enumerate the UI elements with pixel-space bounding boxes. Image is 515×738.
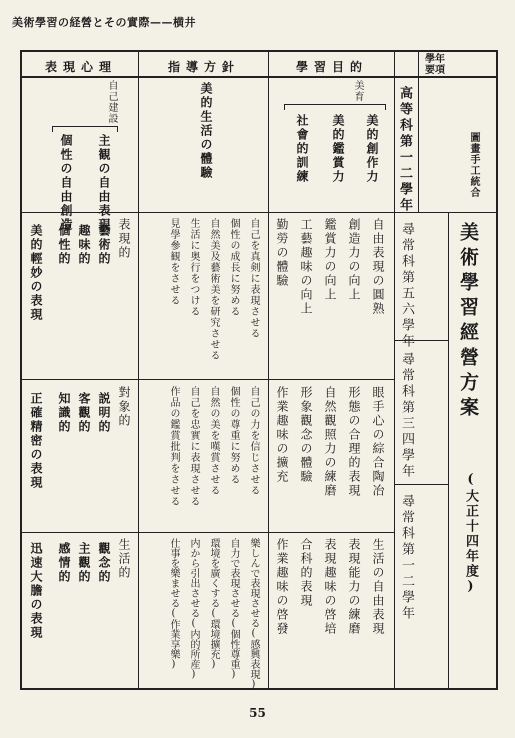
col-rule-psych <box>138 52 139 688</box>
row2-goal-2: 創造力の向上 <box>347 218 361 302</box>
year-label: (大正十四年度) <box>463 472 478 596</box>
header-grade: 學年 <box>425 54 445 65</box>
row3-grade: 尋常科第三四學年 <box>399 352 414 480</box>
row1-goal-2: 美的鑑賞力 <box>331 114 345 184</box>
row-rule-2 <box>22 379 394 380</box>
row3-policy-5: 作品の鑑賞批判をさせる <box>168 386 179 507</box>
header-rule <box>22 76 496 78</box>
row3-psych-1: 正確精密の表現 <box>29 392 43 490</box>
row3-policy-3: 自然の美を嘆賞させる <box>208 386 219 496</box>
row4-goal-5: 作業趣味の啓發 <box>275 538 289 636</box>
row4-policy-4: 内から引出させる(内的所産) <box>188 538 199 680</box>
row2-psych-brace-2: 趣味的 <box>77 224 91 266</box>
row3-policy-1: 自己の力を信じさせる <box>248 386 259 496</box>
row3-goal-2: 形態の合理的表現 <box>347 386 361 498</box>
row-rule-3 <box>22 532 394 533</box>
page-number: 55 <box>249 706 266 720</box>
row3-goal-5: 作業趣味の擴充 <box>275 386 289 484</box>
row-rule-1 <box>22 212 496 213</box>
row4-policy-3: 環境を廣くする(環境擴充) <box>208 538 219 670</box>
row4-grade: 尋常科第一二學年 <box>399 494 414 622</box>
row2-policy-3: 自然美及藝術美を研究させる <box>208 218 219 361</box>
row1-psych-brace: 自己建設 <box>106 80 117 124</box>
row1-goal-1: 美的創作力 <box>365 114 379 184</box>
row3-psych-brace-2: 客觀的 <box>77 392 91 434</box>
running-head: 美術學習の経營とその實際——横井 <box>12 16 196 29</box>
row1-psych-bracket <box>52 126 118 132</box>
row3-goal-3: 自然觀照力の練磨 <box>323 386 337 498</box>
row4-psych-brace-2: 主觀的 <box>77 542 91 584</box>
header-goal: 學習目的 <box>295 60 368 74</box>
header-policy: 指導方針 <box>167 60 240 74</box>
row2-psych-brace-3: 個性的 <box>57 224 71 266</box>
page-title: 美術學習經營方案 <box>457 222 479 422</box>
row2-goal-5: 勤勞の體驗 <box>275 218 289 288</box>
row1-policy: 美的生活の體驗 <box>199 82 213 180</box>
row4-policy-5: 仕事を樂ませる(作業享樂) <box>168 538 179 670</box>
row1-psych-1: 主観の自由表現 <box>97 134 111 232</box>
col-rule-title <box>448 212 449 688</box>
row2-goal-4: 工藝趣味の向上 <box>299 218 313 316</box>
col-rule-grade <box>418 52 419 212</box>
row4-goal-3: 表現趣味の啓培 <box>323 538 337 636</box>
col-rule-goal <box>394 52 395 688</box>
header-psych: 表現心理 <box>44 60 117 74</box>
row2-policy-5: 見學參観をさせる <box>168 218 179 306</box>
row4-psych-1: 迅速大膽の表現 <box>29 542 43 640</box>
row4-psych-brace-1: 觀念的 <box>97 542 111 584</box>
row4-psych-brace-3: 感情的 <box>57 542 71 584</box>
row3-policy-4: 自己を忠實に表現させる <box>188 386 199 507</box>
row2-policy-4: 生活に奥行をつける <box>188 218 199 317</box>
row4-goal-4: 合科的表現 <box>299 538 313 608</box>
row3-psych-label: 對象的 <box>117 386 131 428</box>
row1-goal-3: 社會的訓練 <box>295 114 309 184</box>
row1-psych-2: 個性の自由創造 <box>59 134 73 232</box>
subject-label: 圖畫手工統合 <box>468 132 479 198</box>
grade-rule-2 <box>394 484 448 485</box>
row2-goal-1: 自由表現の圓熟 <box>371 218 385 316</box>
row1-goal-bracket <box>284 104 386 110</box>
row4-goal-1: 生活の自由表現 <box>371 538 385 636</box>
row4-policy-1: 樂しんで表現させる(感興表現) <box>248 538 259 690</box>
row3-psych-brace-1: 説明的 <box>97 392 111 434</box>
row4-psych-label: 生活的 <box>117 538 131 580</box>
row2-psych-1: 美的輕妙の表現 <box>29 224 43 322</box>
row3-goal-1: 眼手心の綜合陶冶 <box>371 386 385 498</box>
header-item: 要項 <box>425 65 445 76</box>
col-rule-policy <box>268 52 269 688</box>
row4-policy-2: 自力で表現させる(個性尊重) <box>228 538 239 680</box>
row2-goal-3: 鑑賞力の向上 <box>323 218 337 302</box>
row4-goal-2: 表現能力の練磨 <box>347 538 361 636</box>
row2-policy-2: 個性の成長に努める <box>228 218 239 317</box>
plan-table <box>20 50 498 690</box>
row2-policy-1: 自己を真剣に表現させる <box>248 218 259 339</box>
row2-psych-label: 表現的 <box>117 218 131 260</box>
row2-grade: 尋常科第五六學年 <box>399 222 414 350</box>
row3-psych-brace-3: 知識的 <box>57 392 71 434</box>
row1-goal-brace: 美育 <box>352 80 363 102</box>
row2-psych-brace-1: 藝術的 <box>97 224 111 266</box>
row1-grade: 高等科第一二學年 <box>397 86 412 214</box>
row3-policy-2: 個性の尊重に努める <box>228 386 239 485</box>
row3-goal-4: 形象觀念の體驗 <box>299 386 313 484</box>
